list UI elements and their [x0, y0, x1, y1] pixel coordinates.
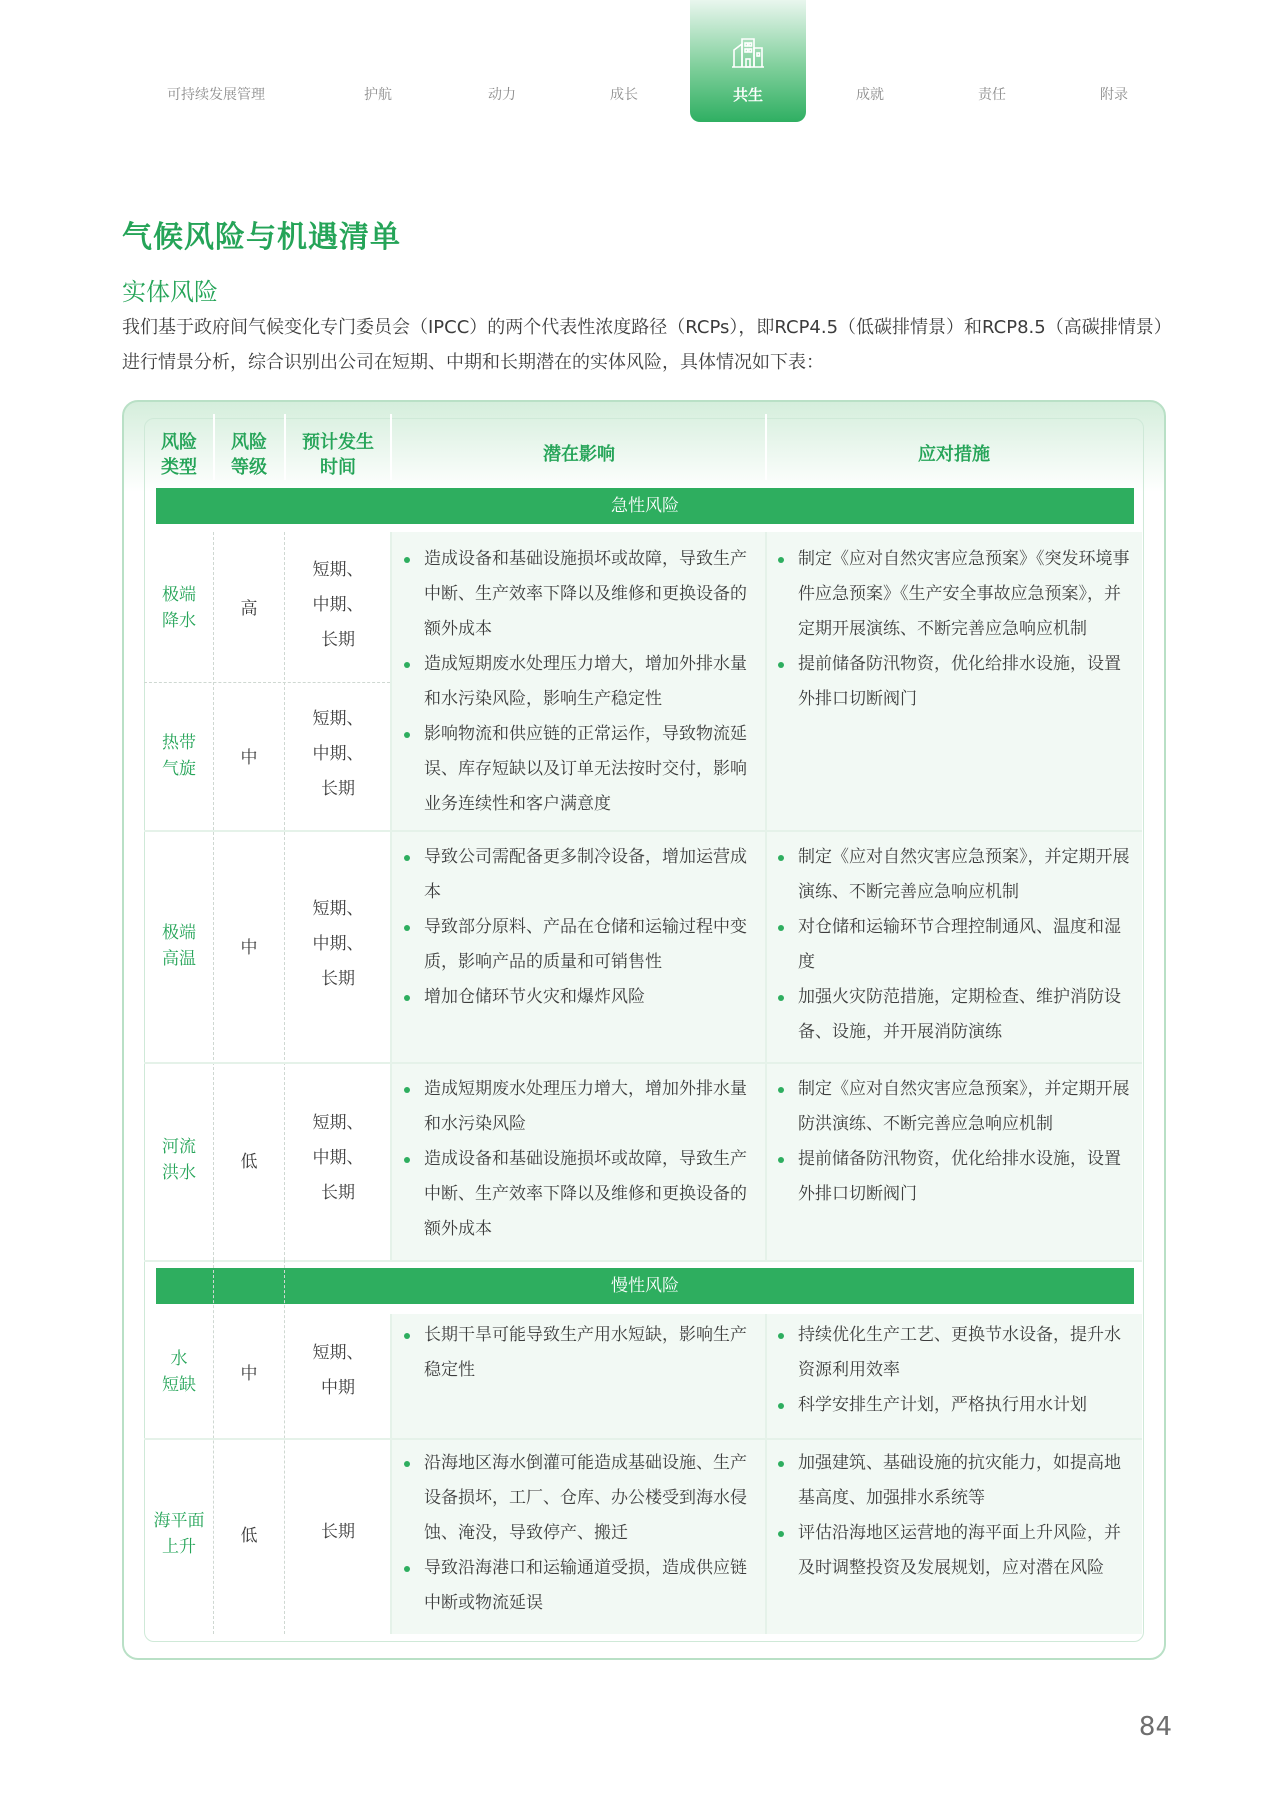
nav-item-appendix[interactable]: 附录	[1100, 87, 1128, 103]
risk-time-cell: 短期、 中期	[312, 1343, 364, 1398]
risk-time-cell: 长期	[321, 1522, 355, 1542]
nav-item-growth[interactable]: 成长	[610, 87, 638, 103]
grid-line	[144, 1260, 1142, 1262]
risk-level-cell: 中	[240, 938, 258, 958]
header-divider	[284, 414, 286, 480]
measure-item: 提前储备防汛物资，优化给排水设施，设置外排口切断阀门	[776, 647, 1132, 717]
header-divider	[213, 414, 215, 480]
header-divider	[765, 414, 767, 480]
measure-item: 制定《应对自然灾害应急预案》，并定期开展演练、不断完善应急响应机制	[776, 840, 1132, 910]
impact-list	[402, 1072, 758, 1247]
risk-level-cell: 中	[240, 1364, 258, 1384]
header-response-measures: 应对措施	[918, 444, 990, 465]
header-potential-impact: 潜在影响	[543, 444, 615, 465]
header-divider	[390, 414, 392, 480]
measure-item: 制定《应对自然灾害应急预案》，并定期开展防洪演练、不断完善应急响应机制	[776, 1072, 1132, 1142]
risk-type-cell: 水 短缺	[162, 1349, 196, 1395]
risk-type-cell: 热带 气旋	[162, 733, 196, 779]
risk-time-cell: 短期、 中期、 长期	[312, 709, 364, 799]
page-number: 84	[1138, 1712, 1172, 1742]
grid-line	[144, 682, 390, 683]
impact-list	[402, 542, 758, 822]
impact-item: 影响物流和供应链的正常运作，导致物流延误、库存短缺以及订单无法按时交付，影响业务连续性和客户满意度	[402, 717, 758, 822]
band-acute-risk: 急性风险	[156, 488, 1134, 524]
measure-item: 制定《应对自然灾害应急预案》《突发环境事件应急预案》《生产安全事故应急预案》，并定期开展演练、不断完善应急响应机制	[776, 542, 1132, 647]
grid-line	[284, 1260, 285, 1634]
grid-line	[213, 1260, 214, 1634]
measure-item: 加强建筑、基础设施的抗灾能力，如提高地基高度、加强排水系统等	[776, 1446, 1132, 1516]
risk-level-cell: 低	[240, 1152, 258, 1172]
risk-level-cell: 中	[240, 748, 258, 768]
nav-item-achievement[interactable]: 成就	[856, 87, 884, 103]
measure-item: 提前储备防汛物资，优化给排水设施，设置外排口切断阀门	[776, 1142, 1132, 1212]
nav-item-power[interactable]: 动力	[488, 87, 516, 103]
impact-item: 增加仓储环节火灾和爆炸风险	[402, 980, 758, 1015]
section-subtitle: 实体风险	[122, 278, 218, 306]
measure-list	[776, 1446, 1132, 1586]
impact-item: 造成设备和基础设施损坏或故障，导致生产中断、生产效率下降以及维修和更换设备的额外成本	[402, 1142, 758, 1247]
impact-item: 导致公司需配备更多制冷设备，增加运营成本	[402, 840, 758, 910]
header-expected-time: 预计发生 时间	[302, 432, 374, 478]
measure-list	[776, 1072, 1132, 1212]
nav-item-responsibility[interactable]: 责任	[978, 87, 1006, 103]
impact-item: 造成短期废水处理压力增大，增加外排水量和水污染风险	[402, 1072, 758, 1142]
impact-item: 导致部分原料、产品在仓储和运输过程中变质，影响产品的质量和可销售性	[402, 910, 758, 980]
measure-list	[776, 542, 1132, 717]
measure-item: 加强火灾防范措施，定期检查、维护消防设备、设施，并开展消防演练	[776, 980, 1132, 1050]
intro-paragraph: 我们基于政府间气候变化专门委员会（IPCC）的两个代表性浓度路径（RCPs），即RCP4.5（低碳排情景）和RCP8.5（高碳排情景）进行情景分析，综合识别出公司在短期、中期和长期潜在的实体风险，具体情况如下表：	[122, 317, 1163, 373]
risk-time-cell: 短期、 中期、 长期	[312, 1113, 364, 1203]
measure-item: 评估沿海地区运营地的海平面上升风险，并及时调整投资及发展规划，应对潜在风险	[776, 1516, 1132, 1586]
nav-item-escort[interactable]: 护航	[364, 87, 392, 103]
measure-list	[776, 840, 1132, 1050]
impact-list	[402, 1318, 758, 1388]
risk-type-cell: 极端 高温	[162, 923, 196, 969]
building-icon	[730, 34, 766, 70]
nav-item-sustainability[interactable]: 可持续发展管理	[167, 87, 265, 103]
band-chronic-risk: 慢性风险	[156, 1268, 1134, 1304]
impact-item: 造成短期废水处理压力增大，增加外排水量和水污染风险，影响生产稳定性	[402, 647, 758, 717]
impact-item: 沿海地区海水倒灌可能造成基础设施、生产设备损坏，工厂、仓库、办公楼受到海水侵蚀、淹没，导致停产、搬迁	[402, 1446, 758, 1551]
grid-line	[765, 532, 767, 1260]
impact-list	[402, 1446, 758, 1621]
measure-list	[776, 1318, 1132, 1423]
measure-item: 科学安排生产计划，严格执行用水计划	[776, 1388, 1132, 1423]
risk-level-cell: 高	[240, 599, 258, 619]
impact-item: 长期干旱可能导致生产用水短缺，影响生产稳定性	[402, 1318, 758, 1388]
risk-type-cell: 海平面 上升	[153, 1511, 205, 1557]
impact-item: 导致沿海港口和运输通道受损，造成供应链中断或物流延误	[402, 1551, 758, 1621]
nav-active-label: 共生	[732, 86, 763, 104]
measure-item: 持续优化生产工艺、更换节水设备，提升水资源利用效率	[776, 1318, 1132, 1388]
grid-line	[144, 1062, 1142, 1064]
risk-time-cell: 短期、 中期、 长期	[312, 899, 364, 989]
grid-line	[144, 830, 1142, 832]
risk-level-cell: 低	[240, 1526, 258, 1546]
risk-type-cell: 河流 洪水	[162, 1137, 196, 1183]
impact-item: 造成设备和基础设施损坏或故障，导致生产中断、生产效率下降以及维修和更换设备的额外成本	[402, 542, 758, 647]
page-title: 气候风险与机遇清单	[122, 220, 401, 255]
header-risk-level: 风险 等级	[231, 432, 267, 478]
measure-item: 对仓储和运输环节合理控制通风、温度和湿度	[776, 910, 1132, 980]
risk-type-cell: 极端 降水	[162, 585, 196, 631]
nav-item-symbiosis[interactable]	[690, 0, 806, 122]
grid-line	[144, 1438, 1142, 1440]
header-risk-type: 风险 类型	[161, 432, 197, 478]
risk-time-cell: 短期、 中期、 长期	[312, 560, 364, 650]
grid-line	[765, 1314, 767, 1634]
impact-list	[402, 840, 758, 1015]
top-nav	[0, 0, 1280, 125]
